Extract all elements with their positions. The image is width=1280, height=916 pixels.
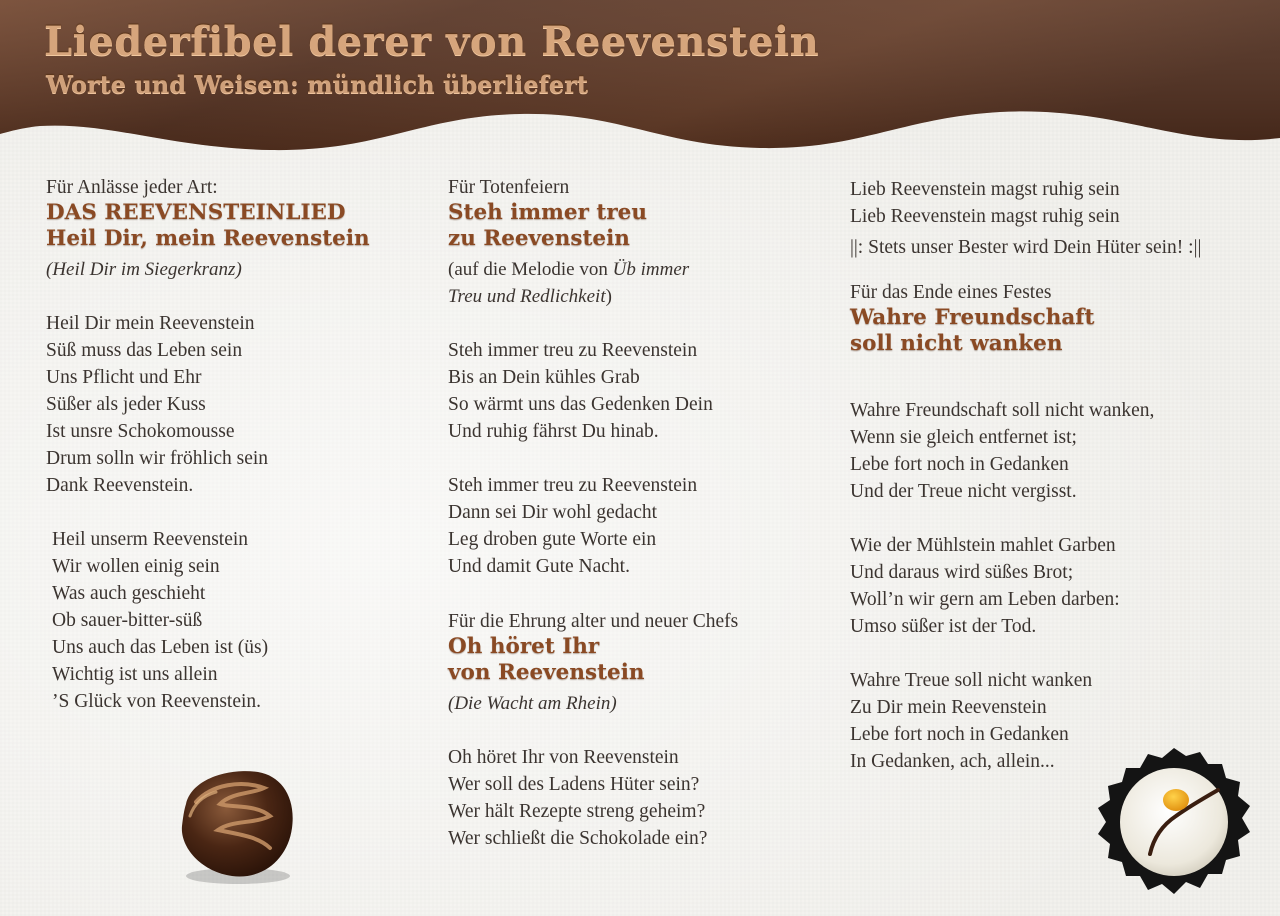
column-1 — [46, 176, 426, 715]
verse-line: Wer soll des Ladens Hüter sein? — [448, 774, 700, 795]
verse-line: In Gedanken, ach, allein... — [850, 751, 1055, 772]
verse-line: Lieb Reevenstein magst ruhig sein — [850, 206, 1120, 227]
stanza — [448, 472, 828, 580]
verse-line: Lebe fort noch in Gedanken — [850, 724, 1069, 745]
song-occasion: Für Anlässe jeder Art: — [46, 177, 218, 198]
song-title-line: DAS REEVENSTEINLIED — [46, 200, 346, 225]
verse-line: ||: Stets unser Bester wird Dein Hüter sein! :|| — [850, 237, 1202, 258]
verse-line: Wer hält Rezepte streng geheim? — [448, 801, 706, 822]
verse-line: Was auch geschieht — [52, 583, 206, 604]
verse-line: Zu Dir mein Reevenstein — [850, 697, 1047, 718]
verse-line: Oh höret Ihr von Reevenstein — [448, 747, 679, 768]
verse-line: Uns auch das Leben ist (üs) — [52, 637, 269, 658]
verse-line: Heil Dir mein Reevenstein — [46, 313, 255, 334]
verse-line: Umso süßer ist der Tod. — [850, 616, 1037, 637]
verse-line: Wie der Mühlstein mahlet Garben — [850, 535, 1116, 556]
verse-line: Ob sauer-bitter-süß — [52, 610, 203, 631]
song-title — [850, 305, 1260, 357]
song-title — [448, 634, 828, 686]
verse-line: Heil unserm Reevenstein — [52, 529, 249, 550]
song-title-line: Oh höret Ihr — [448, 634, 600, 659]
song-melody: (Heil Dir im Siegerkranz) — [46, 259, 242, 280]
song-occasion: Für Totenfeiern — [448, 177, 570, 198]
song-title-line: Wahre Freundschaft — [850, 305, 1095, 330]
verse-line: Dann sei Dir wohl gedacht — [448, 502, 658, 523]
verse-line: Drum solln wir fröhlich sein — [46, 448, 269, 469]
page-subtitle: Worte und Weisen: mündlich überliefert — [46, 70, 588, 99]
verse-line: Ist unsre Schokomousse — [46, 421, 235, 442]
song-occasion: Für das Ende eines Festes — [850, 282, 1052, 303]
column-2 — [448, 176, 828, 852]
verse-line: Und damit Gute Nacht. — [448, 556, 630, 577]
verse-line: Bis an Dein kühles Grab — [448, 367, 640, 388]
verse-line: Süß muss das Leben sein — [46, 340, 243, 361]
song-title — [448, 200, 828, 252]
verse-line: Wenn sie gleich entfernet ist; — [850, 427, 1077, 448]
verse-line: Leg droben gute Worte ein — [448, 529, 657, 550]
song-title-line: Heil Dir, mein Reevenstein — [46, 226, 370, 251]
verse-line: Lieb Reevenstein magst ruhig sein — [850, 179, 1120, 200]
verse-line: Uns Pflicht und Ehr — [46, 367, 202, 388]
verse-line: Wer schließt die Schokolade ein? — [448, 828, 708, 849]
stanza — [850, 176, 1260, 261]
verse-line: Lebe fort noch in Gedanken — [850, 454, 1069, 475]
verse-line: Woll’n wir gern am Leben darben: — [850, 589, 1120, 610]
verse-line: Steh immer treu zu Reevenstein — [448, 475, 698, 496]
song-occasion: Für die Ehrung alter und neuer Chefs — [448, 611, 739, 632]
song-melody: (auf die Melodie von Üb immer Treu und Redlichkeit) — [448, 259, 690, 307]
verse-line: Wahre Treue soll nicht wanken — [850, 670, 1093, 691]
verse-line: So wärmt uns das Gedenken Dein — [448, 394, 713, 415]
stanza — [448, 337, 828, 445]
column-3 — [850, 176, 1260, 775]
verse-line: Wichtig ist uns allein — [52, 664, 218, 685]
verse-line: Und ruhig fährst Du hinab. — [448, 421, 659, 442]
song-title-line: Steh immer treu — [448, 200, 647, 225]
verse-line: Süßer als jeder Kuss — [46, 394, 206, 415]
stanza — [850, 532, 1260, 640]
song-melody: (Die Wacht am Rhein) — [448, 693, 617, 714]
song-title-line: von Reevenstein — [448, 660, 645, 685]
verse-line: Steh immer treu zu Reevenstein — [448, 340, 698, 361]
dark-praline-image — [172, 764, 300, 886]
stanza — [46, 310, 426, 499]
verse-line: Und der Treue nicht vergisst. — [850, 481, 1077, 502]
stanza — [850, 397, 1260, 505]
verse-line: Dank Reevenstein. — [46, 475, 194, 496]
stanza — [46, 526, 426, 715]
song-title-line: soll nicht wanken — [850, 331, 1063, 356]
page-title: Liederfibel derer von Reevenstein — [44, 18, 820, 65]
verse-line: Wir wollen einig sein — [52, 556, 220, 577]
song-title-line: zu Reevenstein — [448, 226, 630, 251]
verse-line: ’S Glück von Reevenstein. — [52, 691, 262, 712]
verse-line: Wahre Freundschaft soll nicht wanken, — [850, 400, 1155, 421]
song-title — [46, 200, 426, 252]
stanza — [448, 744, 828, 852]
verse-line: Und daraus wird süßes Brot; — [850, 562, 1074, 583]
white-praline-image — [1094, 744, 1254, 904]
